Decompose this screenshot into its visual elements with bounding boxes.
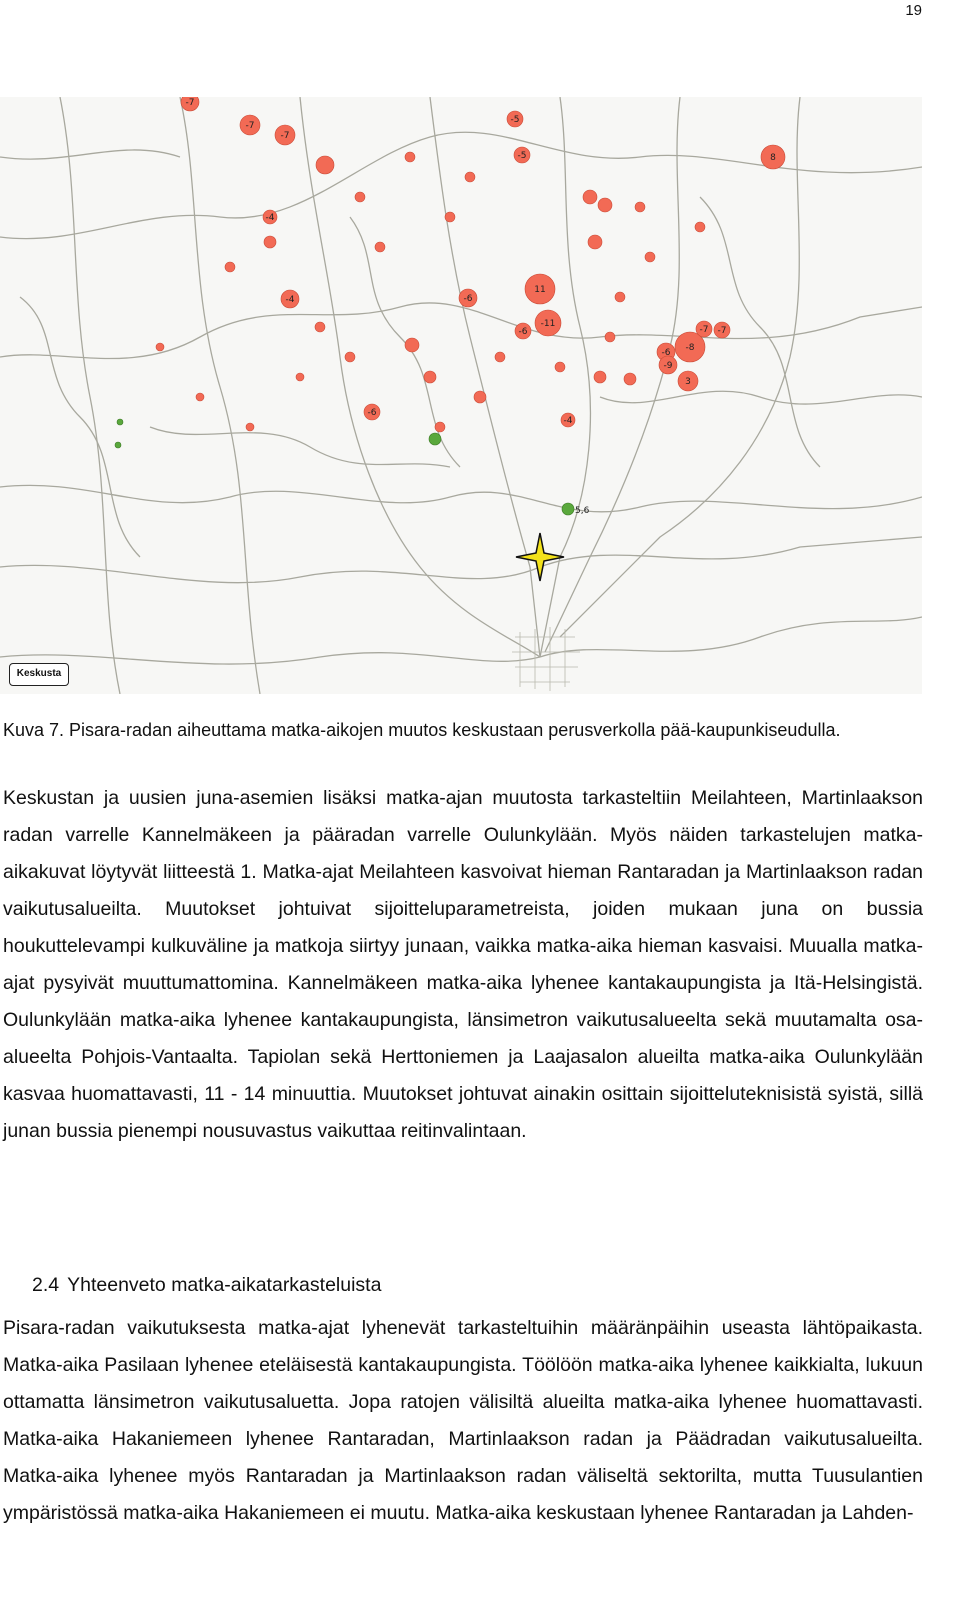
map-canvas [0,97,922,694]
bubble-label: -5 [510,115,520,125]
bubble-label: -7 [699,325,709,335]
bubble-label: -5 [517,151,527,161]
bubble-label: 3 [685,377,691,387]
travel-time-map [0,97,922,694]
section-number: 2.4 [32,1274,60,1296]
section-heading [3,1274,381,1297]
increase-bubbles [115,419,574,515]
bubble-label: -7 [717,326,727,336]
bubble-label: -7 [185,98,195,108]
body-paragraph-2: Pisara-radan vaikutuksesta matka-ajat lyhenevät tarkasteltuihin määränpäihin useasta lähtöpaikasta. Matka-aika Pasilaan lyhenee eteläisestä kantakaupungista. Töölöön matka-aika lyhenee kaikkialta, lukuun ottamatta länsimetron vaikutusaluetta. Jopa ratojen välisiltä alueilta matka-aika lyhenee huomattavasti. Matka-aika Hakaniemeen lyhenee Rantaradan, Martinlaakson radan ja Päädradan vaikutusalueilta. Matka-aika lyhenee myös Rantaradan ja Martinlaakson radan väliseltä sektorilta, mutta Tuusulantien ympäristössä matka-aika Hakaniemeen ei muutu. Matka-aika keskustaan lyhenee Rantaradan ja Lahden- [3,1317,923,1524]
bubble-label: -8 [685,343,695,353]
bubble-label: -11 [540,319,556,329]
bubble-label: -4 [285,295,295,305]
figure-caption: Kuva 7. Pisara-radan aiheuttama matka-aikojen muutos keskustaan perusverkolla pää-kaupunkiseudulla. [3,720,841,740]
body-paragraph-1: Keskustan ja uusien juna-asemien lisäksi matka-ajan muutosta tarkasteltiin Meilahteen, Martinlaakson radan varrelle Kannelmäkeen ja pääradan varrelle Oulunkylään. Myös näiden tarkastelujen matka-aikakuvat löytyvät liitteestä 1. Matka-ajat Meilahteen kasvoivat hieman Rantaradan ja Martinlaakson radan vaikutusalueilta. Muutokset johtuivat sijoitteluparametreista, joiden mukaan juna on bussia houkuttelevampi kulkuväline ja matkoja siirtyy junaan, vaikka matka-aika hieman kasvaisi. Muualla matka-ajat pysyivät muuttumattomina. Kannelmäkeen matka-aika lyhenee kantakaupungista ja Itä-Helsingistä. Oulunkylään matka-aika lyhenee kantakaupungista, länsimetron vaikutusalueelta sekä muutamalta osa-alueelta Pohjois-Vantaalta. Tapiolan sekä Herttoniemen ja Laajasalon alueilta matka-aika Oulunkylään kasvaa huomattavasti, 11 - 14 minuuttia. Muutokset johtuvat ainakin osittain sijoitteluteknisistä syistä, sillä junan bussia pienempi nousuvastus vaikuttaa reitinvalintaan. [3,787,923,1142]
bubble-label: 11 [534,285,546,295]
bubble-label: -6 [367,408,377,418]
road-network [0,97,922,694]
bubble-labels [186,98,777,426]
bubble-label: -4 [265,213,275,223]
bubble-label-green: 5,6 [575,506,590,516]
bubble-label: -6 [463,294,473,304]
bubble-label: -6 [518,327,528,337]
page-number: 19 [905,2,922,19]
bubble-label: -4 [563,416,573,426]
bubble-label: 8 [770,153,776,163]
bubble-label: -9 [663,361,673,371]
section-title: Yhteenveto matka-aikatarkasteluista [67,1274,382,1296]
bubble-label: -7 [245,121,255,131]
map-legend-label: Keskusta [9,663,69,686]
city-center-grid [512,627,580,691]
bubble-label: -7 [280,131,290,141]
bubble-label: -6 [661,348,671,358]
